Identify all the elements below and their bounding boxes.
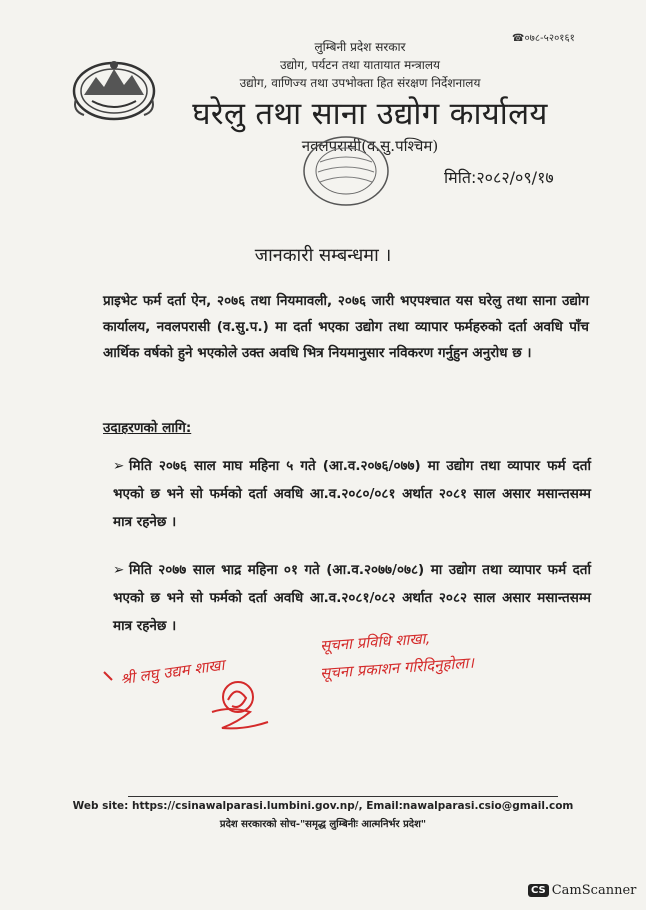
office-stamp-icon [300, 132, 392, 210]
camscanner-logo-icon: CS [528, 884, 549, 897]
arrow-bullet-icon: ➢ [113, 458, 125, 474]
camscanner-label: CamScanner [551, 883, 637, 898]
example-item [113, 556, 591, 640]
footer-motto: प्रदेश सरकारको सोच-"समृद्ध लुम्बिनीः आत्मनिर्भर प्रदेश" [219, 819, 427, 830]
example-text: मिति २०७६ साल माघ महिना ५ गते (आ.व.२०७६/०७७) मा उद्योग तथा व्यापार फर्म दर्ता भएको छ भने सो फर्मको दर्ता अवधि आ.व.२०८०/०८१ अर्थात २०८१ साल असार मसान्तसम्म मात्र रहनेछ । [113, 458, 591, 530]
footer-divider [128, 796, 558, 797]
camscanner-watermark [528, 883, 636, 898]
letter-subject: जानकारी सम्बन्धमा । [254, 245, 392, 266]
example-heading: उदाहरणको लागि: [103, 420, 192, 436]
office-location: नवलपरासी(व.सु.पश्चिम) [301, 137, 439, 155]
arrow-bullet-icon: ➢ [113, 562, 125, 578]
ministry-line-1: लुम्बिनी प्रदेश सरकार [314, 40, 406, 54]
handwritten-line-1: श्री लघु उद्यम शाखा [119, 655, 226, 689]
office-title: घरेलु तथा साना उद्योग कार्यालय [192, 96, 548, 132]
body-paragraph: प्राइभेट फर्म दर्ता ऐन, २०७६ तथा नियमावली, २०७६ जारी भएपश्चात यस घरेलु तथा साना उद्योग कार्यालय, नवलपरासी (व.सु.प.) मा दर्ता भएका उद्योग तथा व्यापार फर्महरुको दर्ता अवधि पाँच आर्थिक वर्षको हुने भएकोले उक्त अवधि भित्र नियमानुसार नविकरण गर्नुहुन अनुरोध छ । [103, 293, 589, 361]
example-text: मिति २०७७ साल भाद्र महिना ०१ गते (आ.व.२०७७/०७८) मा उद्योग तथा व्यापार फर्म दर्ता भएको छ भने सो फर्मको दर्ता अवधि आ.व.२०८१/०८२ अर्थात २०८२ साल असार मसान्तसम्म मात्र रहनेछ । [113, 562, 591, 634]
ministry-line-3: उद्योग, वाणिज्य तथा उपभोक्ता हित संरक्षण निर्देशनालय [239, 76, 481, 90]
handwritten-line-2: सूचना प्रविधि शाखा, [319, 629, 431, 655]
footer-contact: Web site: https://csinawalparasi.lumbini.gov.np/, Email:nawalparasi.csio@gmail.com [72, 800, 574, 812]
ministry-line-2: उद्योग, पर्यटन तथा यातायात मन्त्रालय [279, 58, 440, 72]
letter-date: मिति:२०८२/०९/१७ [444, 168, 554, 187]
phone-number: ☎०७८-५२०१६१ [512, 33, 575, 44]
example-item [113, 452, 591, 536]
handwritten-line-3: सूचना प्रकाशन गरिदिनुहोला। [319, 653, 475, 683]
